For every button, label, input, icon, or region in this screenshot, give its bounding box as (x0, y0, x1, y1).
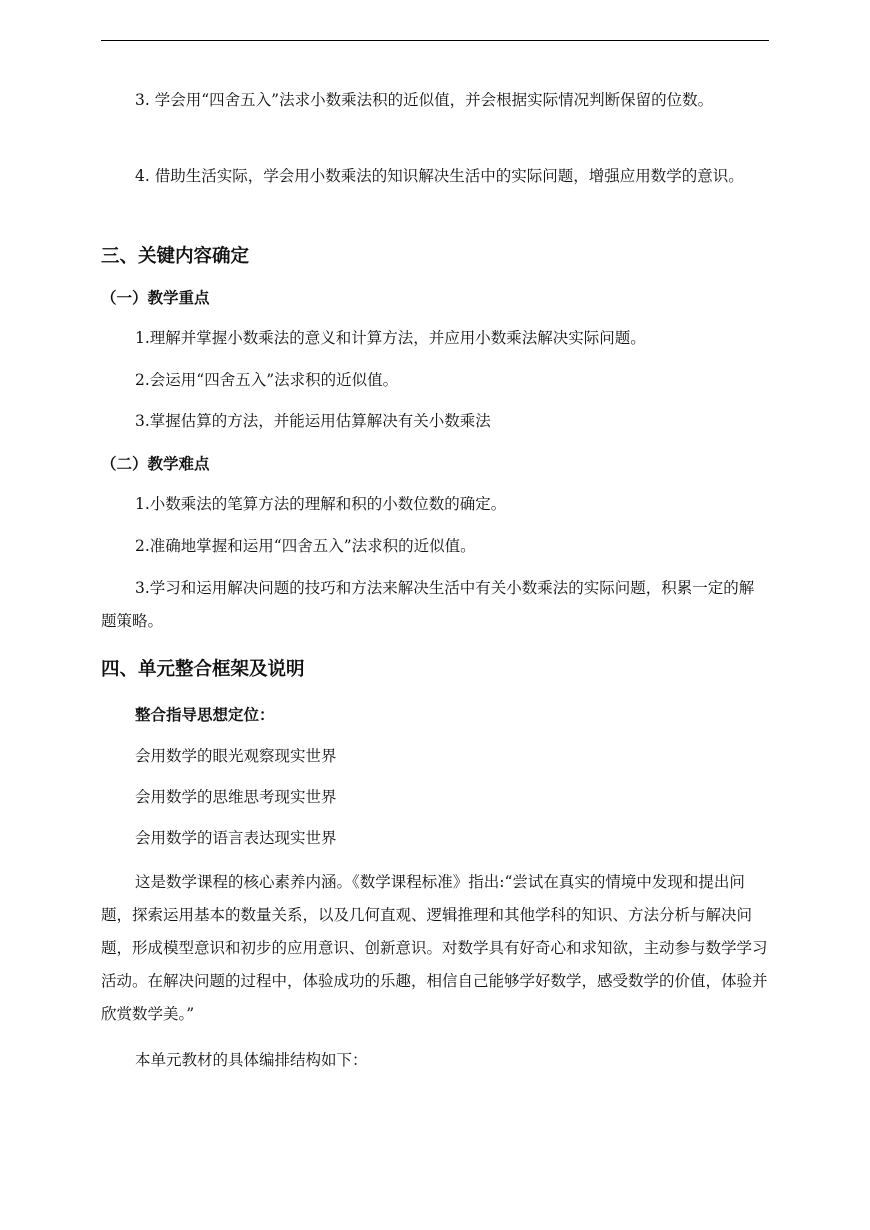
header-rule (101, 40, 769, 41)
idea-line-1: 会用数学的眼光观察现实世界 (135, 747, 337, 765)
structure-intro: 本单元教材的具体编排结构如下： (135, 1051, 368, 1069)
goal-3: 3. 学会用“四舍五入”法求小数乘法积的近似值，并会根据实际情况判断保留的位数。 (135, 91, 714, 109)
difficulty-item-2: 2.准确地掌握和运用“四舍五入”法求积的近似值。 (135, 537, 476, 555)
curriculum-standard-paragraph: 这是数学课程的核心素养内涵。《数学课程标准》指出:“尝试在真实的情境中发现和提出问题，探索运用基本的数量关系，以及几何直观、逻辑推理和其他学科的知识、方法分析与解决问题，形成模型意识和初步的应用意识、创新意识。对数学具有好奇心和求知欲，主动参与数学学习活动。在解决问题的过程中，体验成功的乐趣，相信自己能够学好数学，感受数学的价值，体验并欣赏数学美。” (101, 873, 768, 1023)
idea-line-2: 会用数学的思维思考现实世界 (135, 788, 337, 806)
focus-item-2: 2.会运用“四舍五入”法求积的近似值。 (135, 371, 399, 389)
teaching-focus-heading: （一）教学重点 (101, 289, 210, 307)
idea-line-3: 会用数学的语言表达现实世界 (135, 829, 337, 847)
focus-item-1: 1.理解并掌握小数乘法的意义和计算方法，并应用小数乘法解决实际问题。 (135, 329, 646, 347)
difficulty-item-3: 3.学习和运用解决问题的技巧和方法来解决生活中有关小数乘法的实际问题，积累一定的解题策略。 (101, 579, 755, 630)
goal-4: 4. 借助生活实际，学会用小数乘法的知识解决生活中的实际问题，增强应用数学的意识。 (135, 167, 744, 185)
focus-item-3: 3.掌握估算的方法，并能运用估算解决有关小数乘法 (135, 412, 491, 430)
section-3-heading: 三、关键内容确定 (101, 246, 250, 267)
teaching-difficulty-heading: （二）教学难点 (101, 455, 210, 473)
section-4-heading: 四、单元整合框架及说明 (101, 659, 305, 680)
difficulty-item-1: 1.小数乘法的笔算方法的理解和积的小数位数的确定。 (135, 495, 507, 513)
guiding-idea-heading: 整合指导思想定位： (135, 706, 275, 724)
